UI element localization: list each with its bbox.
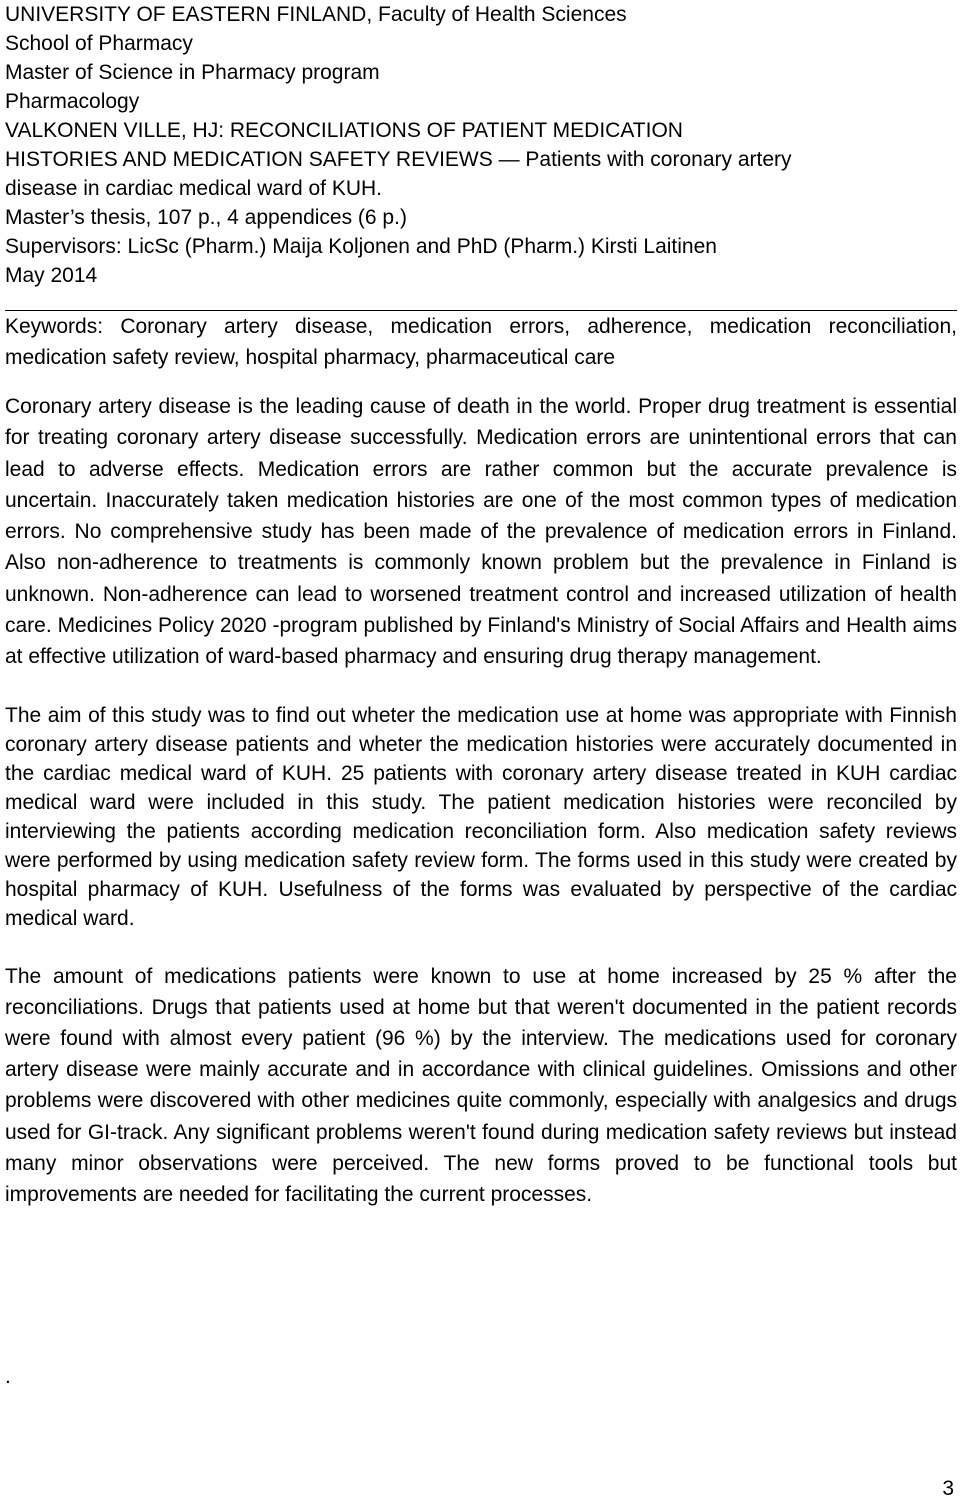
thesis-info-line: Master’s thesis, 107 p., 4 appendices (6 p.) (5, 206, 407, 229)
supervisors-line: Supervisors: LicSc (Pharm.) Maija Koljonen and PhD (Pharm.) Kirsti Laitinen (5, 235, 717, 258)
keywords: Keywords: Coronary artery disease, medication errors, adherence, medication reconciliation, medication safety review, hospital pharmacy, pharmaceutical care (5, 315, 957, 369)
author-title-line: VALKONEN VILLE, HJ: RECONCILIATIONS OF PATIENT MEDICATION (5, 119, 683, 142)
thesis-header (5, 0, 957, 290)
date-line: May 2014 (5, 264, 98, 287)
abstract-paragraph-results: The amount of medications patients were known to use at home increased by 25 % after the reconciliations. Drugs that patients used at home but that weren't documented in the patient records were found with almost every patient (96 %) by the interview. The medications used for coronary artery disease were mainly accurate and in accordance with clinical guidelines. Omissions and other problems were discovered with other medicines quite commonly, especially with analgesics and drugs used for GI-track. Any significant problems weren't found during medication safety reviews but instead many minor observations were perceived. The new forms proved to be functional tools but improvements are needed for facilitating the current processes. (5, 964, 957, 1207)
school-line: School of Pharmacy (5, 32, 193, 55)
title-line-3: disease in cardiac medical ward of KUH. (5, 177, 382, 200)
trailing-period: . (5, 1365, 11, 1388)
subject-line: Pharmacology (5, 90, 140, 113)
document-page (5, 0, 957, 1210)
abstract-paragraph-background: Coronary artery disease is the leading cause of death in the world. Proper drug treatment is essential for treating coronary artery disease successfully. Medication errors are unintentional errors that can lead to adverse effects. Medication errors are rather common but the accurate prevalence is uncertain. Inaccurately taken medication histories are one of the most common types of medication errors. No comprehensive study has been made of the prevalence of medication errors in Finland. Also non-adherence to treatments is commonly known problem but the prevalence in Finland is unknown. Non-adherence can lead to worsened treatment control and increased utilization of health care. Medicines Policy 2020 -program published by Finland's Ministry of Social Affairs and Health aims at effective utilization of ward-based pharmacy and ensuring drug therapy management. (5, 395, 957, 669)
title-line-2: HISTORIES AND MEDICATION SAFETY REVIEWS — Patients with coronary artery (5, 148, 792, 171)
page-number: 3 (942, 1477, 954, 1500)
university-faculty-line: UNIVERSITY OF EASTERN FINLAND, Faculty of Health Sciences (5, 3, 627, 26)
abstract-paragraph-methods: The aim of this study was to find out wheter the medication use at home was appropriate with Finnish coronary artery disease patients and wheter the medication histories were accurately documented in the cardiac medical ward of KUH. 25 patients with coronary artery disease treated in KUH cardiac medical ward were included in this study. The patient medication histories were reconciled by interviewing the patients according medication reconciliation form. Also medication safety reviews were performed by using medication safety review form. The forms used in this study were created by hospital pharmacy of KUH. Usefulness of the forms was evaluated by perspective of the cardiac medical ward. (5, 703, 957, 930)
program-line: Master of Science in Pharmacy program (5, 61, 380, 84)
